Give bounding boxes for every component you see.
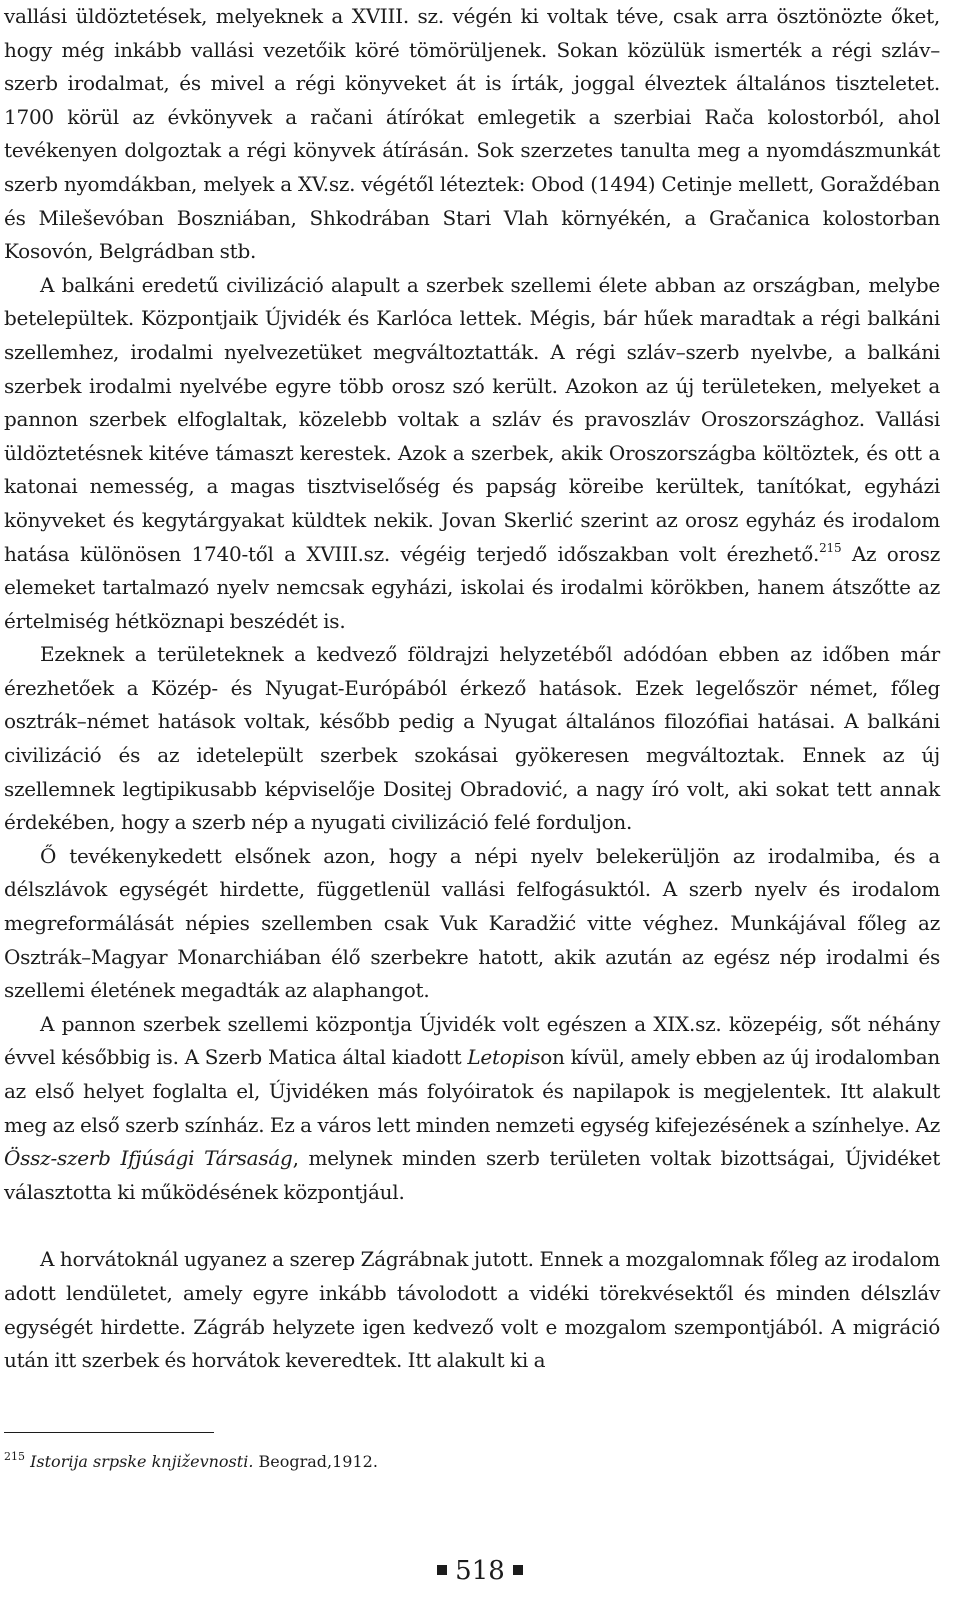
- paragraph-text: Ezeknek a területeknek a kedvező földrajzi helyzetéből adódóan ebben az időben már érezhetőek a Közép- és Nyugat-Európából érkező hatások. Ezek legelőször német, főleg osztrák–német hatások voltak, később pedig a Nyugat általános filozófiai hatásai. A balkáni civilizáció és az idetelepült szerbek szokásai gyökeresen megváltoztak. Ennek az új szellemnek legtipikusabb képviselője Dositej Obradović, a nagy író volt, aki sokat tett annak érdekében, hogy a szerb nép a nyugati civilizáció felé forduljon.: [4, 642, 940, 835]
- page-number: 518: [455, 1556, 505, 1586]
- paragraph-text: , melynek minden szerb területen voltak bizottságai, Újvidéket választotta ki működésének központjául.: [4, 1146, 940, 1204]
- footnote-divider: [4, 1432, 214, 1433]
- paragraph-text: on kívül, amely ebben az új irodalomban az első helyet foglalta el, Újvidéken más folyóiratok és napilapok is megjelentek. Itt alakult meg az első szerb színház. Ez a város lett minden nemzeti egység kifejezésének a színhelye. Az: [4, 1045, 941, 1137]
- page-number-footer: [0, 1553, 960, 1589]
- paragraph-spacer: [4, 1209, 940, 1243]
- paragraph: [4, 0, 940, 269]
- square-bullet-icon: [437, 1565, 447, 1575]
- paragraph-text: Ő tevékenykedett elsőnek azon, hogy a népi nyelv belekerüljön az irodalmiba, és a délszlávok egységét hirdette, függetlenül vallási felfogásuktól. A szerb nyelv és irodalom megreformálását népies szellemben csak Vuk Karadžić vitte véghez. Munkájával főleg az Osztrák–Magyar Monarchiában élő szerbekre hatott, akik azután az egész nép irodalmi és szellemi életének megadták az alaphangot.: [4, 843, 940, 1003]
- paragraph: [4, 1243, 940, 1377]
- paragraph-text: A horvátoknál ugyanez a szerep Zágrábnak jutott. Ennek a mozgalomnak főleg az irodalom adott lendületet, amely egyre inkább távolodott a vidéki törekvésektől és minden délszláv egységét hirdette. Zágráb helyzete igen kedvező volt e mozgalom szempontjából. A migráció után itt szerbek és horvátok keveredtek. Itt alakult ki a: [4, 1247, 940, 1373]
- body-text: [4, 0, 940, 1378]
- paragraph: [4, 1008, 940, 1210]
- paragraph-text: vallási üldöztetések, melyeknek a XVIII. sz. végén ki voltak téve, csak arra ösztönözte őket, hogy még inkább vallási vezetőik köré tömörüljenek. Sokan közülük ismerték a régi szláv–szerb irodalmat, és mivel a régi könyveket át is írták, joggal élveztek általános tiszteletet. 1700 körül az évkönyvek a račani átírókat emlegetik a szerbiai Rača kolostorból, ahol tevékenyen dolgoztak a régi könyvek átírásán. Sok szerzetes tanulta meg a nyomdászmunkát szerb nyomdákban, melyek a XV.sz. végétől léteztek: Obod (1494) Cetinje mellett, Goraždéban és Mileševóban Boszniában, Shkodrában Stari Vlah környékén, a Gračanica kolostorban Kosovón, Belgrádban stb.: [4, 4, 940, 264]
- footnote-rest: Beograd,1912.: [253, 1452, 378, 1471]
- paragraph-text: Az orosz elemeket tartalmazó nyelv nemcsak egyházi, iskolai és irodalmi körökben, hanem átszőtte az értelmiség hétköznapi beszédét is.: [4, 541, 941, 633]
- italic-text: Letopis: [467, 1045, 541, 1070]
- paragraph: [4, 269, 940, 639]
- footnote: [4, 1450, 940, 1474]
- paragraph: [4, 638, 940, 840]
- footnote-reference: 215: [819, 540, 842, 555]
- footnote-marker: 215: [4, 1450, 25, 1463]
- italic-text: Össz-szerb Ifjúsági Társaság: [4, 1146, 293, 1171]
- paragraph: [4, 840, 940, 1008]
- paragraph-text: A balkáni eredetű civilizáció alapult a szerbek szellemi élete abban az országban, melybe betelepültek. Központjaik Újvidék és Karlóca lettek. Mégis, bár hűek maradtak a régi balkáni szellemhez, irodalmi nyelvezetüket megváltoztatták. A régi szláv–szerb nyelvbe, a balkáni szerbek irodalmi nyelvébe egyre több orosz szó került. Azokon az új területeken, melyeket a pannon szerbek elfoglaltak, közelebb voltak a szláv és pravoszláv Oroszországhoz. Vallási üldöztetésnek kitéve támaszt kerestek. Azok a szerbek, akik Oroszországba költöztek, és ott a katonai nemesség, a magas tisztviselőség és papság köreibe kerültek, tanítókat, egyházi könyveket és kegytárgyakat küldtek nekik. Jovan Skerlić szerint az orosz egyház és irodalom hatása különösen 1740-től a XVIII.sz. végéig terjedő időszakban volt érezhető.: [4, 272, 940, 566]
- paragraph-text: A pannon szerbek szellemi központja Újvidék volt egészen a XIX.sz. közepéig, sőt néhány évvel későbbig is. A Szerb Matica által kiadott: [4, 1011, 940, 1070]
- footnote-title: Istorija srpske književnosti.: [30, 1452, 254, 1471]
- square-bullet-icon: [513, 1565, 523, 1575]
